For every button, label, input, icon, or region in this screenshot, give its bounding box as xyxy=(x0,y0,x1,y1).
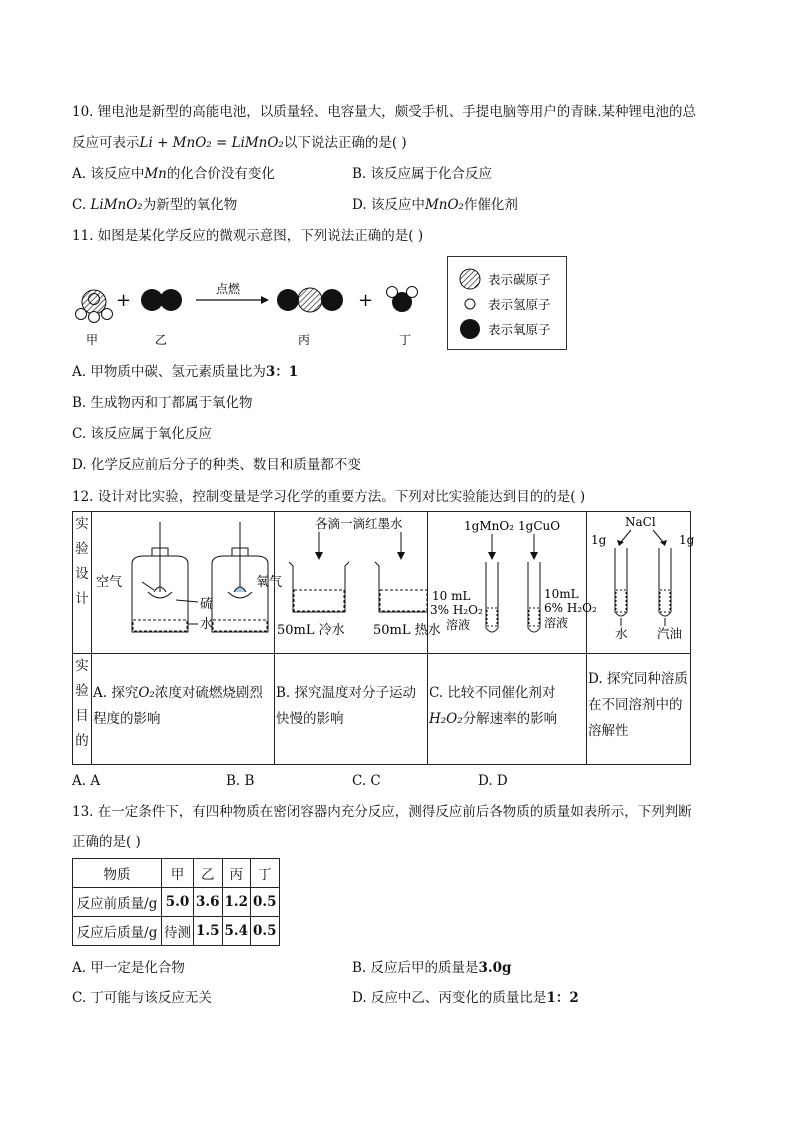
q11-option-c[interactable]: C. 该反应属于氧化反应 xyxy=(72,426,212,442)
q12-option-b[interactable]: B. B xyxy=(226,773,255,789)
svg-text:+: + xyxy=(358,290,374,311)
q10-stem-line2 xyxy=(72,133,407,153)
q13-header-jia: 甲 xyxy=(162,859,194,888)
q13-header-substance: 物质 xyxy=(73,859,162,888)
q12-option-d[interactable]: D. D xyxy=(478,773,508,789)
q12-purpose-a: A. 探究O₂浓度对硫燃烧剧烈程度的影响 xyxy=(92,654,275,765)
label-bing: 丙 xyxy=(298,333,311,347)
q13-option-c[interactable]: C. 丁可能与该反应无关 xyxy=(72,990,212,1006)
svg-text:NaCl: NaCl xyxy=(625,515,656,529)
q12-fig-c xyxy=(428,512,597,654)
label-yi: 乙 xyxy=(155,333,168,347)
q12-option-c[interactable]: C. C xyxy=(352,773,381,789)
svg-text:1g: 1g xyxy=(679,533,695,547)
molecule-yi xyxy=(141,289,182,311)
q11-option-d[interactable]: D. 化学反应前后分子的种类、数目和质量都不变 xyxy=(72,457,361,473)
q10-stem-line1: 10. 锂电池是新型的高能电池，以质量轻、电容量大，颇受手机、手提电脑等用户的青睐.某种锂电池的总 xyxy=(72,104,697,120)
svg-text:10mL: 10mL xyxy=(544,587,579,601)
q12-fig-a xyxy=(92,512,283,654)
svg-text:水: 水 xyxy=(200,617,214,632)
q11-legend xyxy=(447,256,567,350)
q13-header-yi: 乙 xyxy=(194,859,223,888)
q13-row-after: 反应后质量/g 待测 1.5 5.4 0.5 xyxy=(73,917,280,946)
q13-option-a[interactable]: A. 甲一定是化合物 xyxy=(72,960,185,976)
q10-option-c[interactable]: C. LiMnO₂为新型的氧化物 xyxy=(72,197,238,213)
label-jia: 甲 xyxy=(86,333,99,347)
molecule-bing xyxy=(277,288,343,312)
svg-text:溶液: 溶液 xyxy=(544,616,569,630)
q13-option-d[interactable]: D. 反应中乙、丙变化的质量比是1：2 xyxy=(352,990,579,1006)
q10-stem-prefix: 反应可表示 xyxy=(72,135,140,151)
legend-carbon: 表示碳原子 xyxy=(488,272,551,287)
svg-text:各滴一滴红墨水: 各滴一滴红墨水 xyxy=(315,516,403,531)
q13-stem-line2: 正确的是( ) xyxy=(72,834,141,850)
q12-purpose-b: B. 探究温度对分子运动快慢的影响 xyxy=(275,654,428,765)
svg-text:3% H₂O₂: 3% H₂O₂ xyxy=(430,603,483,617)
q10-stem-suffix: 以下说法正确的是( ) xyxy=(283,135,407,151)
q10-option-a[interactable]: A. 该反应中Mn的化合价没有变化 xyxy=(72,166,275,182)
q12-purpose-c: C. 比较不同催化剂对H₂O₂分解速率的影响 xyxy=(428,654,587,765)
q11-stem: 11. 如图是某化学反应的微观示意图，下列说法正确的是( ) xyxy=(72,228,424,244)
svg-text:+: + xyxy=(116,290,132,311)
svg-text:汽油: 汽油 xyxy=(657,626,683,641)
q13-header-bing: 丙 xyxy=(222,859,251,888)
svg-text:空气: 空气 xyxy=(96,575,123,590)
q13-table xyxy=(72,858,280,946)
molecule-ding xyxy=(387,287,418,313)
q11-option-b[interactable]: B. 生成物丙和丁都属于氧化物 xyxy=(72,395,253,411)
svg-text:溶液: 溶液 xyxy=(446,618,471,632)
q12-table xyxy=(72,511,695,765)
legend-oxygen: 表示氧原子 xyxy=(488,322,551,337)
q12-fig-b xyxy=(275,512,441,654)
q13-row-before: 反应前质量/g 5.0 3.6 1.2 0.5 xyxy=(73,888,280,917)
q13-option-b[interactable]: B. 反应后甲的质量是3.0g xyxy=(352,960,512,976)
svg-text:氧气: 氧气 xyxy=(256,575,283,590)
q12-row-header-purpose: 实 验 目 的 xyxy=(73,654,92,765)
q12-option-a[interactable]: A. A xyxy=(72,773,101,789)
q12-purpose-d: D. 探究同种溶质在不同溶剂中的溶解性 xyxy=(587,654,691,765)
svg-text:1gMnO₂: 1gMnO₂ xyxy=(464,519,514,533)
q12-row-header-design: 实 验 设 计 xyxy=(73,512,92,654)
svg-text:水: 水 xyxy=(615,626,628,641)
q10-option-d[interactable]: D. 该反应中MnO₂作催化剂 xyxy=(352,197,518,213)
svg-text:1gCuO: 1gCuO xyxy=(518,519,561,533)
q10-equation: Li + MnO₂ = LiMnO₂ xyxy=(139,135,284,151)
label-ding: 丁 xyxy=(399,333,412,347)
q11-reaction-diagram xyxy=(68,262,438,352)
molecule-jia xyxy=(76,290,113,323)
q13-stem-line1: 13. 在一定条件下，有四种物质在密闭容器内充分反应，测得反应前后各物质的质量如表所示，下列判断 xyxy=(72,804,692,820)
q13-header-ding: 丁 xyxy=(251,859,280,888)
q11-arrow-label: 点燃 xyxy=(216,282,241,296)
svg-text:50mL 热水: 50mL 热水 xyxy=(373,623,441,638)
legend-hydrogen: 表示氢原子 xyxy=(488,297,551,312)
q11-option-a[interactable]: A. 甲物质中碳、氢元素质量比为3：1 xyxy=(72,364,299,380)
svg-text:硫: 硫 xyxy=(200,597,214,612)
svg-text:6% H₂O₂: 6% H₂O₂ xyxy=(544,601,597,615)
q10-option-b[interactable]: B. 该反应属于化合反应 xyxy=(352,166,493,182)
q12-fig-d xyxy=(587,512,695,654)
svg-text:10 mL: 10 mL xyxy=(432,589,471,603)
q12-stem: 12. 设计对比实验，控制变量是学习化学的重要方法。下列对比实验能达到目的的是( ) xyxy=(72,489,586,505)
svg-text:1g: 1g xyxy=(591,533,607,547)
svg-text:50mL 冷水: 50mL 冷水 xyxy=(277,623,345,638)
